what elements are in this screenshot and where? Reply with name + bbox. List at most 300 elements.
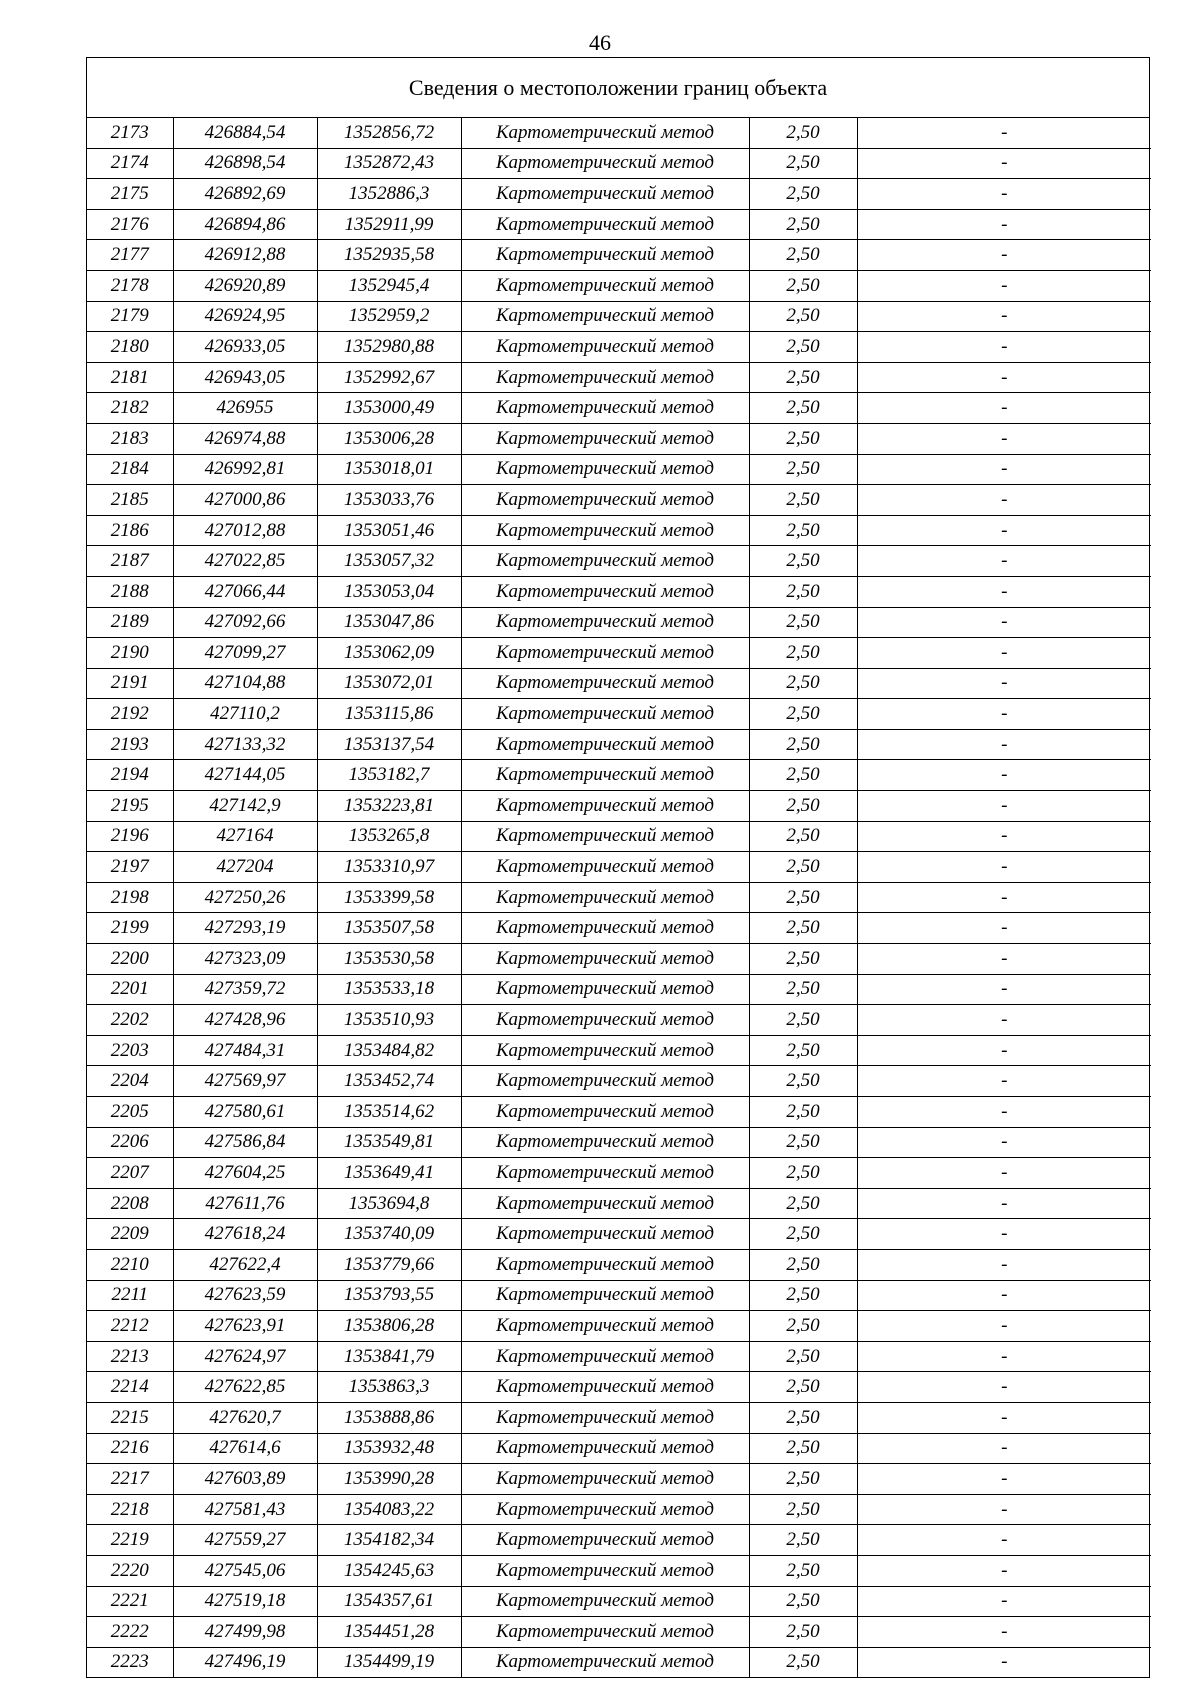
- y-coordinate-cell: 1352856,72: [317, 118, 461, 148]
- table-row: [87, 546, 1151, 577]
- y-coordinate-cell: 1353932,48: [317, 1433, 461, 1464]
- accuracy-cell: 2,50: [749, 1097, 857, 1128]
- method-cell: Картометрический метод: [461, 515, 749, 546]
- x-coordinate-cell: 427428,96: [173, 1005, 317, 1036]
- method-cell: Картометрический метод: [461, 1219, 749, 1250]
- description-cell: -: [857, 1586, 1151, 1617]
- accuracy-cell: 2,50: [749, 393, 857, 424]
- x-coordinate-cell: 427604,25: [173, 1158, 317, 1189]
- method-cell: Картометрический метод: [461, 240, 749, 271]
- point-number-cell: 2184: [87, 454, 173, 485]
- y-coordinate-cell: 1352959,2: [317, 301, 461, 332]
- y-coordinate-cell: 1353779,66: [317, 1249, 461, 1280]
- point-number-cell: 2177: [87, 240, 173, 271]
- y-coordinate-cell: 1354451,28: [317, 1617, 461, 1648]
- page-number: 46: [589, 30, 611, 55]
- y-coordinate-cell: 1353507,58: [317, 913, 461, 944]
- point-number-cell: 2216: [87, 1433, 173, 1464]
- x-coordinate-cell: 427580,61: [173, 1097, 317, 1128]
- description-cell: -: [857, 423, 1151, 454]
- y-coordinate-cell: 1353841,79: [317, 1341, 461, 1372]
- point-number-cell: 2217: [87, 1464, 173, 1495]
- y-coordinate-cell: 1353053,04: [317, 576, 461, 607]
- point-number-cell: 2176: [87, 209, 173, 240]
- method-cell: Картометрический метод: [461, 974, 749, 1005]
- accuracy-cell: 2,50: [749, 1555, 857, 1586]
- x-coordinate-cell: 427623,59: [173, 1280, 317, 1311]
- method-cell: Картометрический метод: [461, 944, 749, 975]
- x-coordinate-cell: 427250,26: [173, 882, 317, 913]
- table-row: [87, 607, 1151, 638]
- description-cell: -: [857, 1097, 1151, 1128]
- accuracy-cell: 2,50: [749, 240, 857, 271]
- x-coordinate-cell: 427611,76: [173, 1188, 317, 1219]
- x-coordinate-cell: 427000,86: [173, 485, 317, 516]
- accuracy-cell: 2,50: [749, 118, 857, 148]
- x-coordinate-cell: 426920,89: [173, 270, 317, 301]
- table-row: [87, 1219, 1151, 1250]
- method-cell: Картометрический метод: [461, 1188, 749, 1219]
- point-number-cell: 2210: [87, 1249, 173, 1280]
- method-cell: Картометрический метод: [461, 362, 749, 393]
- x-coordinate-cell: 427496,19: [173, 1647, 317, 1677]
- y-coordinate-cell: 1354182,34: [317, 1525, 461, 1556]
- y-coordinate-cell: 1353223,81: [317, 791, 461, 822]
- description-cell: -: [857, 882, 1151, 913]
- x-coordinate-cell: 427622,85: [173, 1372, 317, 1403]
- point-number-cell: 2179: [87, 301, 173, 332]
- description-cell: -: [857, 240, 1151, 271]
- table-row: [87, 1586, 1151, 1617]
- accuracy-cell: 2,50: [749, 882, 857, 913]
- x-coordinate-cell: 427586,84: [173, 1127, 317, 1158]
- point-number-cell: 2181: [87, 362, 173, 393]
- table-row: [87, 179, 1151, 210]
- x-coordinate-cell: 426912,88: [173, 240, 317, 271]
- x-coordinate-cell: 427623,91: [173, 1311, 317, 1342]
- description-cell: -: [857, 1280, 1151, 1311]
- table-row: [87, 913, 1151, 944]
- method-cell: Картометрический метод: [461, 1402, 749, 1433]
- accuracy-cell: 2,50: [749, 454, 857, 485]
- y-coordinate-cell: 1353452,74: [317, 1066, 461, 1097]
- table-row: [87, 1372, 1151, 1403]
- method-cell: Картометрический метод: [461, 1464, 749, 1495]
- x-coordinate-cell: 426898,54: [173, 148, 317, 179]
- table-row: [87, 1311, 1151, 1342]
- table-row: [87, 1525, 1151, 1556]
- y-coordinate-cell: 1352992,67: [317, 362, 461, 393]
- point-number-cell: 2197: [87, 852, 173, 883]
- y-coordinate-cell: 1353514,62: [317, 1097, 461, 1128]
- y-coordinate-cell: 1354357,61: [317, 1586, 461, 1617]
- description-cell: -: [857, 1066, 1151, 1097]
- method-cell: Картометрический метод: [461, 301, 749, 332]
- table-row: [87, 944, 1151, 975]
- y-coordinate-cell: 1353549,81: [317, 1127, 461, 1158]
- point-number-cell: 2178: [87, 270, 173, 301]
- table-row: [87, 209, 1151, 240]
- description-cell: -: [857, 729, 1151, 760]
- point-number-cell: 2219: [87, 1525, 173, 1556]
- point-number-cell: 2174: [87, 148, 173, 179]
- accuracy-cell: 2,50: [749, 760, 857, 791]
- y-coordinate-cell: 1353694,8: [317, 1188, 461, 1219]
- table-row: [87, 1127, 1151, 1158]
- table-row: [87, 1494, 1151, 1525]
- table-row: [87, 454, 1151, 485]
- description-cell: -: [857, 974, 1151, 1005]
- y-coordinate-cell: 1353137,54: [317, 729, 461, 760]
- x-coordinate-cell: 426924,95: [173, 301, 317, 332]
- method-cell: Картометрический метод: [461, 546, 749, 577]
- table-row: [87, 852, 1151, 883]
- point-number-cell: 2175: [87, 179, 173, 210]
- method-cell: Картометрический метод: [461, 118, 749, 148]
- point-number-cell: 2208: [87, 1188, 173, 1219]
- description-cell: -: [857, 1464, 1151, 1495]
- description-cell: -: [857, 1372, 1151, 1403]
- point-number-cell: 2207: [87, 1158, 173, 1189]
- accuracy-cell: 2,50: [749, 974, 857, 1005]
- point-number-cell: 2213: [87, 1341, 173, 1372]
- y-coordinate-cell: 1353484,82: [317, 1035, 461, 1066]
- method-cell: Картометрический метод: [461, 423, 749, 454]
- description-cell: -: [857, 515, 1151, 546]
- x-coordinate-cell: 427581,43: [173, 1494, 317, 1525]
- x-coordinate-cell: 427614,6: [173, 1433, 317, 1464]
- description-cell: -: [857, 148, 1151, 179]
- description-cell: -: [857, 699, 1151, 730]
- accuracy-cell: 2,50: [749, 699, 857, 730]
- description-cell: -: [857, 821, 1151, 852]
- point-number-cell: 2193: [87, 729, 173, 760]
- y-coordinate-cell: 1352935,58: [317, 240, 461, 271]
- accuracy-cell: 2,50: [749, 515, 857, 546]
- method-cell: Картометрический метод: [461, 1280, 749, 1311]
- table-row: [87, 1097, 1151, 1128]
- point-number-cell: 2214: [87, 1372, 173, 1403]
- accuracy-cell: 2,50: [749, 148, 857, 179]
- description-cell: -: [857, 944, 1151, 975]
- description-cell: -: [857, 913, 1151, 944]
- accuracy-cell: 2,50: [749, 1464, 857, 1495]
- method-cell: Картометрический метод: [461, 454, 749, 485]
- point-number-cell: 2222: [87, 1617, 173, 1648]
- method-cell: Картометрический метод: [461, 607, 749, 638]
- point-number-cell: 2190: [87, 638, 173, 669]
- accuracy-cell: 2,50: [749, 1525, 857, 1556]
- x-coordinate-cell: 427499,98: [173, 1617, 317, 1648]
- description-cell: -: [857, 1494, 1151, 1525]
- method-cell: Картометрический метод: [461, 1311, 749, 1342]
- accuracy-cell: 2,50: [749, 1433, 857, 1464]
- x-coordinate-cell: 427484,31: [173, 1035, 317, 1066]
- description-cell: -: [857, 1005, 1151, 1036]
- method-cell: Картометрический метод: [461, 1035, 749, 1066]
- x-coordinate-cell: 427099,27: [173, 638, 317, 669]
- y-coordinate-cell: 1353062,09: [317, 638, 461, 669]
- method-cell: Картометрический метод: [461, 668, 749, 699]
- description-cell: -: [857, 118, 1151, 148]
- accuracy-cell: 2,50: [749, 423, 857, 454]
- point-number-cell: 2185: [87, 485, 173, 516]
- point-number-cell: 2201: [87, 974, 173, 1005]
- description-cell: -: [857, 576, 1151, 607]
- description-cell: -: [857, 1249, 1151, 1280]
- x-coordinate-cell: 427323,09: [173, 944, 317, 975]
- table-row: [87, 699, 1151, 730]
- accuracy-cell: 2,50: [749, 1647, 857, 1677]
- method-cell: Картометрический метод: [461, 852, 749, 883]
- description-cell: -: [857, 607, 1151, 638]
- point-number-cell: 2205: [87, 1097, 173, 1128]
- method-cell: Картометрический метод: [461, 1341, 749, 1372]
- point-number-cell: 2202: [87, 1005, 173, 1036]
- y-coordinate-cell: 1353649,41: [317, 1158, 461, 1189]
- table-row: [87, 332, 1151, 363]
- x-coordinate-cell: 427569,97: [173, 1066, 317, 1097]
- accuracy-cell: 2,50: [749, 485, 857, 516]
- method-cell: Картометрический метод: [461, 882, 749, 913]
- table-row: [87, 974, 1151, 1005]
- description-cell: -: [857, 209, 1151, 240]
- accuracy-cell: 2,50: [749, 1311, 857, 1342]
- method-cell: Картометрический метод: [461, 576, 749, 607]
- description-cell: -: [857, 485, 1151, 516]
- method-cell: Картометрический метод: [461, 791, 749, 822]
- x-coordinate-cell: 426974,88: [173, 423, 317, 454]
- method-cell: Картометрический метод: [461, 1494, 749, 1525]
- description-cell: -: [857, 1647, 1151, 1677]
- y-coordinate-cell: 1353000,49: [317, 393, 461, 424]
- x-coordinate-cell: 427066,44: [173, 576, 317, 607]
- description-cell: -: [857, 301, 1151, 332]
- accuracy-cell: 2,50: [749, 821, 857, 852]
- table-row: [87, 240, 1151, 271]
- y-coordinate-cell: 1353888,86: [317, 1402, 461, 1433]
- x-coordinate-cell: 426933,05: [173, 332, 317, 363]
- y-coordinate-cell: 1353072,01: [317, 668, 461, 699]
- x-coordinate-cell: 427110,2: [173, 699, 317, 730]
- method-cell: Картометрический метод: [461, 1249, 749, 1280]
- point-number-cell: 2206: [87, 1127, 173, 1158]
- accuracy-cell: 2,50: [749, 576, 857, 607]
- description-cell: -: [857, 1525, 1151, 1556]
- method-cell: Картометрический метод: [461, 332, 749, 363]
- point-number-cell: 2218: [87, 1494, 173, 1525]
- table-row: [87, 118, 1151, 148]
- method-cell: Картометрический метод: [461, 148, 749, 179]
- accuracy-cell: 2,50: [749, 1494, 857, 1525]
- point-number-cell: 2223: [87, 1647, 173, 1677]
- x-coordinate-cell: 427104,88: [173, 668, 317, 699]
- accuracy-cell: 2,50: [749, 1188, 857, 1219]
- table-row: [87, 423, 1151, 454]
- y-coordinate-cell: 1352872,43: [317, 148, 461, 179]
- accuracy-cell: 2,50: [749, 270, 857, 301]
- accuracy-cell: 2,50: [749, 1617, 857, 1648]
- point-number-cell: 2204: [87, 1066, 173, 1097]
- x-coordinate-cell: 427620,7: [173, 1402, 317, 1433]
- accuracy-cell: 2,50: [749, 729, 857, 760]
- y-coordinate-cell: 1354083,22: [317, 1494, 461, 1525]
- point-number-cell: 2221: [87, 1586, 173, 1617]
- accuracy-cell: 2,50: [749, 1280, 857, 1311]
- point-number-cell: 2188: [87, 576, 173, 607]
- table-row: [87, 760, 1151, 791]
- y-coordinate-cell: 1353265,8: [317, 821, 461, 852]
- table-row: [87, 485, 1151, 516]
- y-coordinate-cell: 1353310,97: [317, 852, 461, 883]
- accuracy-cell: 2,50: [749, 1372, 857, 1403]
- description-cell: -: [857, 332, 1151, 363]
- y-coordinate-cell: 1352980,88: [317, 332, 461, 363]
- y-coordinate-cell: 1352945,4: [317, 270, 461, 301]
- accuracy-cell: 2,50: [749, 1127, 857, 1158]
- accuracy-cell: 2,50: [749, 546, 857, 577]
- x-coordinate-cell: 427092,66: [173, 607, 317, 638]
- method-cell: Картометрический метод: [461, 1555, 749, 1586]
- table-row: [87, 1617, 1151, 1648]
- accuracy-cell: 2,50: [749, 1586, 857, 1617]
- accuracy-cell: 2,50: [749, 1035, 857, 1066]
- point-number-cell: 2183: [87, 423, 173, 454]
- method-cell: Картометрический метод: [461, 1005, 749, 1036]
- table-row: [87, 1647, 1151, 1677]
- method-cell: Картометрический метод: [461, 1617, 749, 1648]
- accuracy-cell: 2,50: [749, 1219, 857, 1250]
- table-body: [87, 118, 1151, 1677]
- table-row: [87, 1433, 1151, 1464]
- y-coordinate-cell: 1353018,01: [317, 454, 461, 485]
- accuracy-cell: 2,50: [749, 1158, 857, 1189]
- x-coordinate-cell: 427624,97: [173, 1341, 317, 1372]
- x-coordinate-cell: 426943,05: [173, 362, 317, 393]
- description-cell: -: [857, 1555, 1151, 1586]
- table-row: [87, 1188, 1151, 1219]
- point-number-cell: 2189: [87, 607, 173, 638]
- point-number-cell: 2200: [87, 944, 173, 975]
- y-coordinate-cell: 1353863,3: [317, 1372, 461, 1403]
- x-coordinate-cell: 427142,9: [173, 791, 317, 822]
- method-cell: Картометрический метод: [461, 1647, 749, 1677]
- description-cell: -: [857, 546, 1151, 577]
- table-row: [87, 882, 1151, 913]
- x-coordinate-cell: 426894,86: [173, 209, 317, 240]
- y-coordinate-cell: 1353033,76: [317, 485, 461, 516]
- description-cell: -: [857, 852, 1151, 883]
- accuracy-cell: 2,50: [749, 301, 857, 332]
- x-coordinate-cell: 427559,27: [173, 1525, 317, 1556]
- y-coordinate-cell: 1352886,3: [317, 179, 461, 210]
- y-coordinate-cell: 1353115,86: [317, 699, 461, 730]
- table-row: [87, 148, 1151, 179]
- accuracy-cell: 2,50: [749, 607, 857, 638]
- accuracy-cell: 2,50: [749, 638, 857, 669]
- y-coordinate-cell: 1353047,86: [317, 607, 461, 638]
- x-coordinate-cell: 426884,54: [173, 118, 317, 148]
- accuracy-cell: 2,50: [749, 209, 857, 240]
- point-number-cell: 2192: [87, 699, 173, 730]
- method-cell: Картометрический метод: [461, 729, 749, 760]
- description-cell: -: [857, 1311, 1151, 1342]
- accuracy-cell: 2,50: [749, 944, 857, 975]
- y-coordinate-cell: 1352911,99: [317, 209, 461, 240]
- x-coordinate-cell: 427133,32: [173, 729, 317, 760]
- y-coordinate-cell: 1353399,58: [317, 882, 461, 913]
- method-cell: Картометрический метод: [461, 485, 749, 516]
- accuracy-cell: 2,50: [749, 913, 857, 944]
- description-cell: -: [857, 1433, 1151, 1464]
- x-coordinate-cell: 427359,72: [173, 974, 317, 1005]
- method-cell: Картометрический метод: [461, 821, 749, 852]
- x-coordinate-cell: 427545,06: [173, 1555, 317, 1586]
- table-row: [87, 1464, 1151, 1495]
- description-cell: -: [857, 179, 1151, 210]
- description-cell: -: [857, 1402, 1151, 1433]
- accuracy-cell: 2,50: [749, 362, 857, 393]
- accuracy-cell: 2,50: [749, 1249, 857, 1280]
- method-cell: Картометрический метод: [461, 209, 749, 240]
- description-cell: -: [857, 1158, 1151, 1189]
- point-number-cell: 2186: [87, 515, 173, 546]
- method-cell: Картометрический метод: [461, 1433, 749, 1464]
- table-row: [87, 1341, 1151, 1372]
- description-cell: -: [857, 393, 1151, 424]
- table-row: [87, 668, 1151, 699]
- y-coordinate-cell: 1353510,93: [317, 1005, 461, 1036]
- accuracy-cell: 2,50: [749, 1341, 857, 1372]
- description-cell: -: [857, 1341, 1151, 1372]
- y-coordinate-cell: 1353806,28: [317, 1311, 461, 1342]
- description-cell: -: [857, 791, 1151, 822]
- x-coordinate-cell: 427519,18: [173, 1586, 317, 1617]
- x-coordinate-cell: 426892,69: [173, 179, 317, 210]
- method-cell: Картометрический метод: [461, 913, 749, 944]
- table-row: [87, 301, 1151, 332]
- table-row: [87, 515, 1151, 546]
- method-cell: Картометрический метод: [461, 1097, 749, 1128]
- table-row: [87, 1005, 1151, 1036]
- point-number-cell: 2198: [87, 882, 173, 913]
- boundary-table-container: [86, 57, 1150, 1678]
- accuracy-cell: 2,50: [749, 332, 857, 363]
- x-coordinate-cell: 427012,88: [173, 515, 317, 546]
- point-number-cell: 2212: [87, 1311, 173, 1342]
- table-title: Сведения о местоположении границ объекта: [87, 58, 1149, 118]
- description-cell: -: [857, 760, 1151, 791]
- method-cell: Картометрический метод: [461, 1586, 749, 1617]
- point-number-cell: 2173: [87, 118, 173, 148]
- y-coordinate-cell: 1353740,09: [317, 1219, 461, 1250]
- description-cell: -: [857, 668, 1151, 699]
- point-number-cell: 2199: [87, 913, 173, 944]
- x-coordinate-cell: 427622,4: [173, 1249, 317, 1280]
- accuracy-cell: 2,50: [749, 791, 857, 822]
- method-cell: Картометрический метод: [461, 179, 749, 210]
- table-row: [87, 1555, 1151, 1586]
- point-number-cell: 2182: [87, 393, 173, 424]
- method-cell: Картометрический метод: [461, 1525, 749, 1556]
- y-coordinate-cell: 1353057,32: [317, 546, 461, 577]
- y-coordinate-cell: 1353530,58: [317, 944, 461, 975]
- description-cell: -: [857, 1188, 1151, 1219]
- point-number-cell: 2180: [87, 332, 173, 363]
- x-coordinate-cell: 427164: [173, 821, 317, 852]
- description-cell: -: [857, 1219, 1151, 1250]
- point-number-cell: 2220: [87, 1555, 173, 1586]
